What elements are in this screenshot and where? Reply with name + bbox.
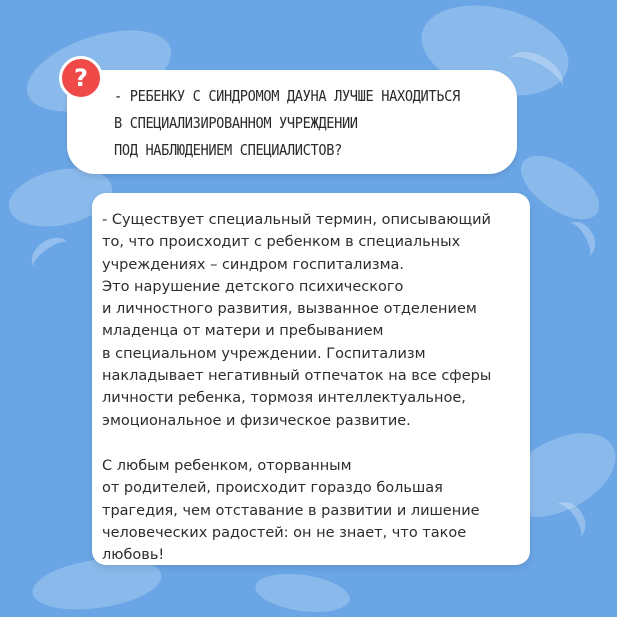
answer-line: и личностного развития, вызванное отделением <box>102 301 477 318</box>
background-stroke <box>25 231 77 280</box>
answer-line: в специальном учреждении. Госпитализм <box>102 345 426 362</box>
answer-line: личности ребенка, тормозя интеллектуальное, <box>102 390 466 407</box>
answer-line: любовь! <box>102 547 165 564</box>
question-text <box>114 83 460 164</box>
answer-line: учреждениях – синдром госпитализма. <box>102 256 405 273</box>
answer-line: Это нарушение детского психического <box>102 278 404 295</box>
answer-line: человеческих радостей: он не знает, что такое <box>102 524 467 541</box>
background-stroke <box>557 216 602 264</box>
question-line: - РЕБЕНКУ С СИНДРОМОМ ДАУНА ЛУЧШЕ НАХОДИТЬСЯ <box>114 87 460 105</box>
question-mark-icon <box>59 56 103 100</box>
question-line: ПОД НАБЛЮДЕНИЕМ СПЕЦИАЛИСТОВ? <box>114 141 342 159</box>
question-card <box>67 70 517 174</box>
background-blob <box>253 569 352 617</box>
answer-paragraph <box>102 455 518 566</box>
question-line: В СПЕЦИАЛИЗИРОВАННОМ УЧРЕЖДЕНИИ <box>114 114 358 132</box>
question-mark-symbol: ? <box>74 64 88 92</box>
answer-line: трагедия, чем отставание в развитии и лишение <box>102 502 480 519</box>
answer-line: младенца от матери и пребыванием <box>102 323 384 340</box>
answer-line: - Существует специальный термин, описывающий <box>102 212 491 228</box>
answer-line: эмоциональное и физическое развитие. <box>102 412 411 429</box>
answer-line: С любым ребенком, оторванным <box>102 457 352 474</box>
answer-line: то, что происходит с ребенком в специальных <box>102 234 461 251</box>
answer-card <box>92 193 530 565</box>
answer-paragraph <box>102 209 518 432</box>
answer-line: от родителей, происходит гораздо большая <box>102 480 443 497</box>
answer-line: накладывает негативный отпечаток на все сферы <box>102 368 492 385</box>
